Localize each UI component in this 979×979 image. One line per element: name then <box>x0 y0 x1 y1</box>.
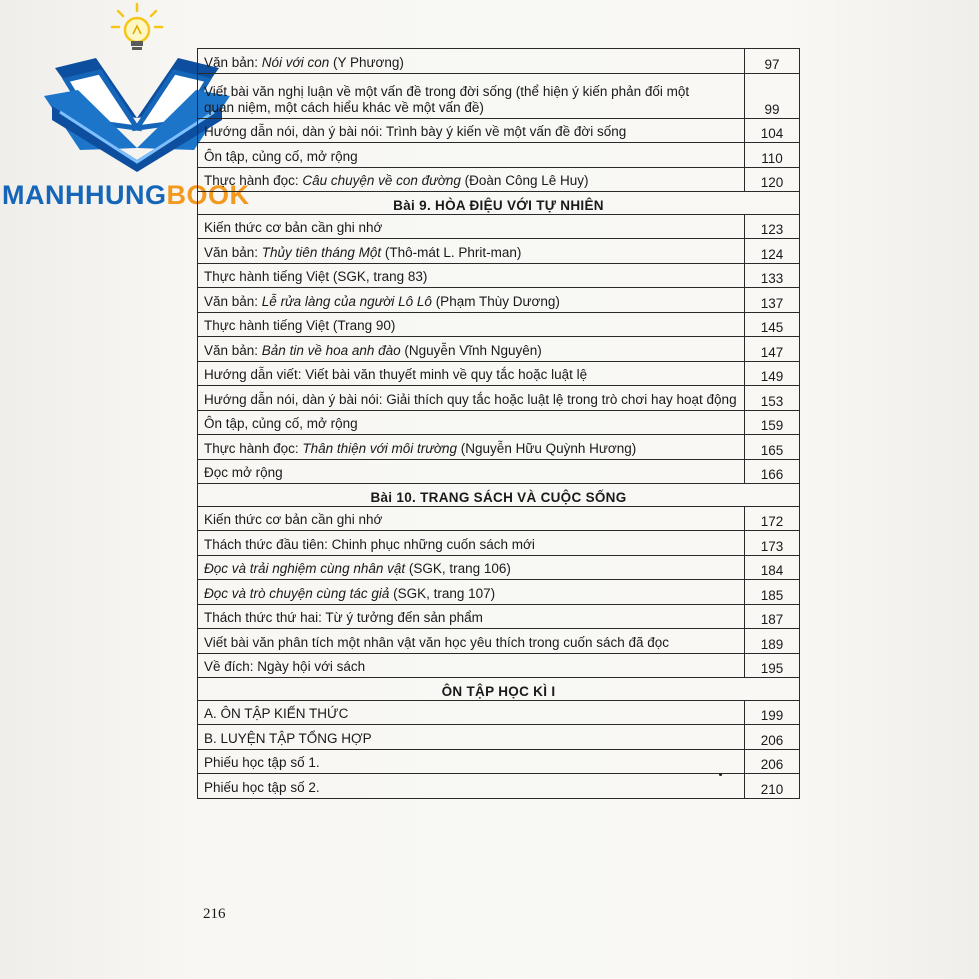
toc-entry-page: 173 <box>745 531 800 556</box>
toc-entry-label: Ôn tập, củng cố, mở rộng <box>204 148 358 164</box>
toc-entry-title <box>198 531 745 556</box>
toc-entry-page: 185 <box>745 580 800 605</box>
toc-entry-page: 145 <box>745 312 800 337</box>
toc-entry-label: Ôn tập, củng cố, mở rộng <box>204 416 358 431</box>
toc-row <box>198 386 800 411</box>
toc-entry-title <box>198 337 745 362</box>
toc-entry-title <box>198 653 745 678</box>
toc-entry-label: A. ÔN TẬP KIẾN THỨC <box>204 706 349 721</box>
toc-entry-page: 133 <box>745 263 800 288</box>
toc-entry-title <box>198 312 745 337</box>
toc-entry-label: Thực hành đọc: <box>204 440 303 456</box>
toc-entry-label: Văn bản: <box>204 54 262 70</box>
toc-entry-page: 159 <box>745 410 800 435</box>
toc-entry-label: Kiến thức cơ bản cần ghi nhớ <box>204 220 383 235</box>
toc-entry-page: 153 <box>745 386 800 411</box>
toc-entry-label: Thực hành tiếng Việt (SGK, trang 83) <box>204 269 428 284</box>
toc-entry-page: 124 <box>745 239 800 264</box>
toc-row <box>198 73 800 118</box>
toc-entry-label: Thách thức đầu tiên: Chinh phục những cuốn sách mới <box>204 536 535 552</box>
toc-entry-label: Đọc mở rộng <box>204 465 283 480</box>
toc-entry-page: 137 <box>745 288 800 313</box>
toc-entry-page: 147 <box>745 337 800 362</box>
toc-section-heading <box>198 192 800 215</box>
toc-entry-title <box>198 49 745 74</box>
toc-row <box>198 239 800 264</box>
toc-entry-page: 199 <box>745 700 800 725</box>
toc-row <box>198 288 800 313</box>
toc-entry-title <box>198 700 745 725</box>
brand-part-2: BOOK <box>166 180 250 210</box>
toc-row <box>198 167 800 192</box>
section-title: Bài 10. TRANG SÁCH VÀ CUỘC SỐNG <box>198 484 800 507</box>
toc-row <box>198 214 800 239</box>
toc-entry-label: Phiếu học tập số 1. <box>204 755 320 770</box>
toc-entry-title <box>198 459 745 484</box>
toc-row <box>198 361 800 386</box>
toc-entry-title <box>198 167 745 192</box>
toc-entry-page: 184 <box>745 555 800 580</box>
toc-entry-page: 206 <box>745 725 800 750</box>
toc-entry-page: 123 <box>745 214 800 239</box>
toc-entry-label: Phiếu học tập số 2. <box>204 779 320 795</box>
toc-row <box>198 555 800 580</box>
toc-row <box>198 337 800 362</box>
toc-row <box>198 435 800 460</box>
toc-entry-title <box>198 604 745 629</box>
toc-entry-title <box>198 580 745 605</box>
toc-entry-page: 149 <box>745 361 800 386</box>
toc-entry-title <box>198 239 745 264</box>
toc-row <box>198 580 800 605</box>
toc-entry-page: 206 <box>745 749 800 774</box>
toc-entry-page: 97 <box>745 49 800 74</box>
toc-entry-italic-title: Bản tin về hoa anh đào <box>261 342 401 358</box>
toc-entry-line-1: Viết bài văn nghị luận về một vấn đề trong đời sống (thể hiện ý kiến phản đối một <box>204 83 690 99</box>
toc-row <box>198 263 800 288</box>
page-number: 216 <box>203 906 226 922</box>
toc-entry-page: 166 <box>745 459 800 484</box>
toc-entry-page: 210 <box>745 774 800 799</box>
toc-entry-title <box>198 361 745 386</box>
toc-entry-italic-title: Thủy tiên tháng Một <box>261 244 382 260</box>
toc-entry-label: Thực hành tiếng Việt (Trang 90) <box>204 318 396 333</box>
toc-entry-title <box>198 143 745 168</box>
toc-row <box>198 506 800 531</box>
toc-entry-label: Hướng dẫn viết: Viết bài văn thuyết minh về quy tắc hoặc luật lệ <box>204 367 588 382</box>
toc-entry-label: Về đích: Ngày hội với sách <box>204 659 366 674</box>
toc-entry-label: Thách thức thứ hai: Từ ý tưởng đến sản phẩm <box>204 610 483 625</box>
toc-entry-title <box>198 725 745 750</box>
toc-entry-line-2: quan niệm, một cách hiểu khác về một vấn đề) <box>204 99 484 115</box>
toc-entry-title <box>198 749 745 774</box>
toc-row <box>198 629 800 654</box>
toc-row <box>198 459 800 484</box>
toc-entry-label: B. LUYỆN TẬP TỔNG HỢP <box>204 730 372 746</box>
toc-row <box>198 531 800 556</box>
toc-section-heading <box>198 678 800 701</box>
toc-entry-title <box>198 288 745 313</box>
toc-entry-title <box>198 506 745 531</box>
section-title: Bài 9. HÒA ĐIỆU VỚI TỰ NHIÊN <box>198 192 800 215</box>
toc-entry-italic-title: Lễ rửa làng của người Lô Lô <box>261 293 432 309</box>
toc-row <box>198 49 800 74</box>
toc-entry-label: Viết bài văn phân tích một nhân vật văn học yêu thích trong cuốn sách đã đọc <box>204 634 670 650</box>
toc-entry-suffix: (SGK, trang 106) <box>405 561 511 576</box>
toc-entry-italic-title: Câu chuyện về con đường <box>302 173 461 188</box>
toc-entry-label: Hướng dẫn nói, dàn ý bài nói: Trình bày ý kiến về một vấn đề đời sống <box>204 124 627 139</box>
toc-row <box>198 312 800 337</box>
toc-entry-page: 110 <box>745 143 800 168</box>
toc-entry-page: 189 <box>745 629 800 654</box>
toc-entry-title <box>198 435 745 460</box>
toc-row <box>198 700 800 725</box>
toc-entry-italic-title: Đọc và trải nghiệm cùng nhân vật <box>204 561 406 576</box>
toc-entry-page: 172 <box>745 506 800 531</box>
toc-entry-title <box>198 118 745 143</box>
toc-entry-suffix: (Thô-mát L. Phrit-man) <box>381 244 522 260</box>
toc-entry-label: Văn bản: <box>204 342 262 358</box>
toc-entry-title <box>198 555 745 580</box>
toc-entry-page: 195 <box>745 653 800 678</box>
toc-row <box>198 604 800 629</box>
toc-entry-title <box>198 73 745 118</box>
toc-entry-suffix: (Nguyễn Hữu Quỳnh Hương) <box>457 440 637 456</box>
toc-entry-title <box>198 774 745 799</box>
toc-entry-title <box>198 263 745 288</box>
toc-row <box>198 653 800 678</box>
toc-row <box>198 749 800 774</box>
brand-part-1: MANHHUNG <box>2 180 167 210</box>
toc-entry-label: Hướng dẫn nói, dàn ý bài nói: Giải thích quy tắc hoặc luật lệ trong trò chơi hay hoạt động <box>204 391 737 407</box>
toc-entry-title <box>198 410 745 435</box>
toc-entry-italic-title: Nói với con <box>261 54 330 70</box>
toc-entry-label: Thực hành đọc: <box>204 173 303 188</box>
toc-row <box>198 725 800 750</box>
section-title: ÔN TẬP HỌC KÌ I <box>198 678 800 701</box>
toc-entry-italic-title: Thân thiện với môi trường <box>302 440 458 456</box>
toc-entry-title <box>198 629 745 654</box>
toc-entry-page: 187 <box>745 604 800 629</box>
toc-entry-page: 104 <box>745 118 800 143</box>
toc-entry-italic-title: Đọc và trò chuyện cùng tác giả <box>204 585 390 601</box>
table-of-contents <box>197 48 800 799</box>
toc-row <box>198 774 800 799</box>
toc-entry-suffix: (Y Phương) <box>329 54 404 70</box>
stray-dot <box>719 773 722 776</box>
toc-row <box>198 410 800 435</box>
toc-entry-label: Văn bản: <box>204 244 262 260</box>
toc-entry-suffix: (Nguyễn Vĩnh Nguyên) <box>400 342 542 358</box>
toc-entry-page: 99 <box>745 73 800 118</box>
toc-entry-suffix: (Đoàn Công Lê Huy) <box>460 173 589 188</box>
toc-entry-suffix: (SGK, trang 107) <box>389 585 496 601</box>
toc-entry-title <box>198 214 745 239</box>
toc-entry-page: 165 <box>745 435 800 460</box>
toc-row <box>198 118 800 143</box>
toc-entry-title <box>198 386 745 411</box>
toc-entry-label: Văn bản: <box>204 293 262 309</box>
toc-entry-label: Kiến thức cơ bản cần ghi nhớ <box>204 512 383 527</box>
toc-entry-suffix: (Phạm Thùy Dương) <box>431 293 560 309</box>
toc-section-heading <box>198 484 800 507</box>
toc-entry-page: 120 <box>745 167 800 192</box>
toc-row <box>198 143 800 168</box>
